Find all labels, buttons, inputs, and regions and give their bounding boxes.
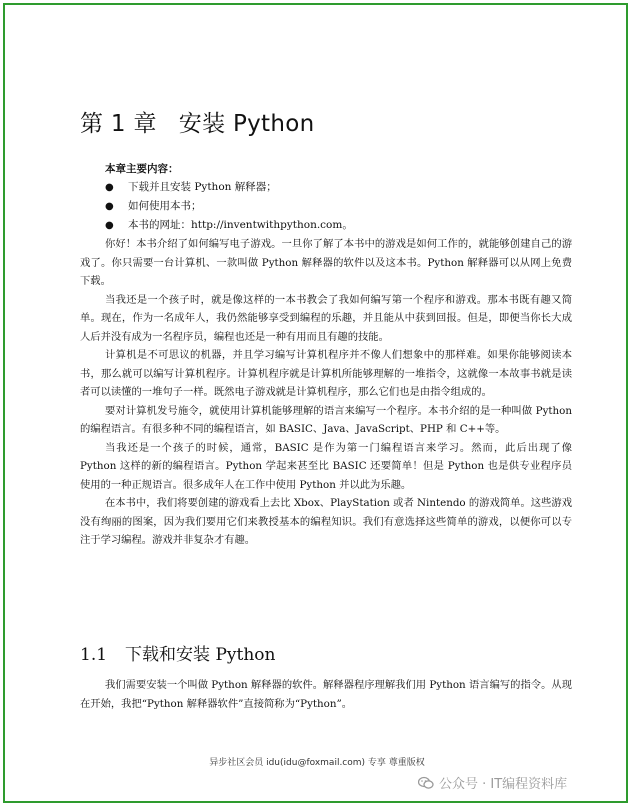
body-paragraph: 要对计算机发号施令，就使用计算机能够理解的语言来编写一个程序。本书介绍的是一种叫做 Python 的编程语言。有很多种不同的编程语言，如 BASIC、Java、JavaScript、PHP 和 C++等。 [80, 404, 572, 435]
section-name: 下载和安装 Python [125, 645, 276, 665]
section-body [80, 676, 572, 713]
chapter-number: 第 1 章 [80, 111, 157, 137]
watermark [418, 773, 567, 792]
body-paragraph: 当我还是一个孩子时，就是像这样的一本书教会了我如何编写第一个程序和游戏。那本书既有趣又简单。现在，作为一名成年人，我仍然能够享受到编程的乐趣，并且能从中获到回报。但是，即便当你长大成人后并没有成为一名程序员，编程也还是一种有用而且有趣的技能。 [80, 293, 572, 343]
section-number: 1.1 [80, 645, 108, 665]
intro-heading: 本章主要内容： [105, 163, 179, 175]
intro-bullet-list [80, 178, 572, 235]
body-paragraph: 计算机是不可思议的机器，并且学习编写计算机程序并不像人们想象中的那样难。如果你能够阅读本书，那么就可以编写计算机程序。计算机程序就是计算机所能够理解的一堆指令，这就像一本故事书就是读者可以读懂的一堆句子一样。既然电子游戏就是计算机程序，那么它们也是由指令组成的。 [80, 349, 572, 398]
copyright-footer: 异步社区会员 idu(idu@foxmail.com) 专享 尊重版权 [209, 758, 425, 768]
wechat-icon [418, 776, 434, 790]
intro-bullet: ● 下载并且安装 Python 解释器； [80, 178, 572, 197]
intro-bullet: ● 本书的网址：http://inventwithpython.com。 [80, 216, 572, 235]
chapter-intro [80, 160, 572, 550]
bullet-icon: ● [105, 201, 114, 212]
watermark-text: 公众号 · IT编程资料库 [439, 777, 568, 792]
chapter-name: 安装 Python [178, 111, 315, 137]
body-paragraph: 在本书中，我们将要创建的游戏看上去比 Xbox、PlayStation 或者 Nintendo 的游戏简单。这些游戏没有绚丽的图案，因为我们要用它们来教授基本的编程知识。我们有意选择这些简单的游戏，以便你可以专注于学习编程。游戏并非复杂才有趣。 [80, 497, 572, 546]
section-title [80, 640, 275, 665]
intro-bullet: ● 如何使用本书； [80, 197, 572, 216]
body-paragraph: 我们需要安装一个叫做 Python 解释器的软件。解释器程序理解我们用 Python 语言编写的指令。从现在开始，我把“Python 解释器软件”直接简称为“Python”。 [80, 679, 572, 710]
bullet-icon: ● [105, 182, 114, 193]
chapter-title [80, 105, 315, 138]
bullet-icon: ● [105, 220, 114, 231]
body-paragraph: 你好！本书介绍了如何编写电子游戏。一旦你了解了本书中的游戏是如何工作的，就能够创建自己的游戏了。你只需要一台计算机、一款叫做 Python 解释器的软件以及这本书。Python 解释器可以从网上免费下载。 [80, 238, 572, 287]
body-paragraph: 当我还是一个孩子的时候，通常，BASIC 是作为第一门编程语言来学习。然而，此后出现了像 Python 这样的新的编程语言。Python 学起来甚至比 BASIC 还要简单！但是 Python 也是供专业程序员使用的一种正规语言。很多成年人在工作中使用 Python 并以此为乐趣。 [80, 441, 572, 491]
